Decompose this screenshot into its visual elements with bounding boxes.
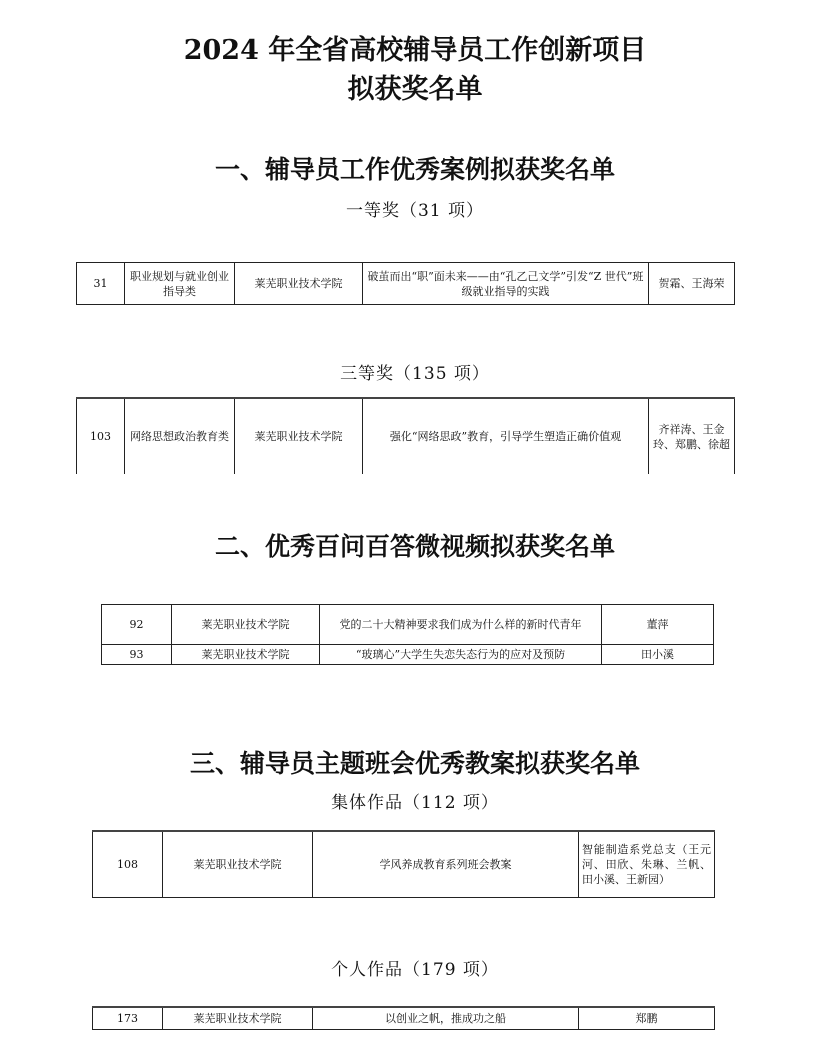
table-row [93, 831, 715, 897]
row-title: “玻璃心”大学生失恋失态行为的应对及预防 [320, 645, 602, 665]
doc-title-line2: 拟获奖名单 [347, 74, 483, 105]
third-prize-table [76, 397, 735, 474]
row-authors: 贺霜、王海荣 [649, 263, 735, 305]
section3-heading: 三、辅导员主题班会优秀教案拟获奖名单 [189, 749, 640, 778]
row-category: 职业规划与就业创业指导类 [125, 263, 235, 305]
row-title: 以创业之帆，推成功之船 [313, 1007, 579, 1029]
row-authors: 齐祥涛、王金玲、郑鹏、徐超 [649, 398, 735, 474]
row-authors: 董萍 [602, 605, 714, 645]
table-row [77, 263, 735, 305]
row-no: 92 [102, 605, 172, 645]
row-no: 173 [93, 1007, 163, 1029]
section2-heading: 二、优秀百问百答微视频拟获奖名单 [214, 532, 615, 561]
row-title: 强化“网络思政”教育，引导学生塑造正确价值观 [363, 398, 649, 474]
individual-label: 个人作品（179 项） [331, 960, 499, 980]
row-school: 莱芜职业技术学院 [172, 645, 320, 665]
row-authors: 郑鹏 [579, 1007, 715, 1029]
row-category: 网络思想政治教育类 [125, 398, 235, 474]
row-authors: 田小溪 [602, 645, 714, 665]
row-no: 31 [77, 263, 125, 305]
row-title: 破茧而出“职”面未来——由“孔乙己文学”引发“Z 世代”班级就业指导的实践 [363, 263, 649, 305]
row-title: 学风养成教育系列班会教案 [313, 831, 579, 897]
video-table [101, 604, 714, 665]
row-no: 108 [93, 831, 163, 897]
table-row [102, 605, 714, 645]
row-authors: 智能制造系党总支（王元河、田欣、朱琳、兰帆、田小溪、王新园） [579, 831, 715, 897]
row-school: 莱芜职业技术学院 [163, 1007, 313, 1029]
collective-label: 集体作品（112 项） [331, 793, 499, 813]
row-school: 莱芜职业技术学院 [235, 263, 363, 305]
individual-table [92, 1006, 715, 1030]
row-title: 党的二十大精神要求我们成为什么样的新时代青年 [320, 605, 602, 645]
table-row [93, 1007, 715, 1029]
row-no: 103 [77, 398, 125, 474]
row-school: 莱芜职业技术学院 [172, 605, 320, 645]
row-school: 莱芜职业技术学院 [163, 831, 313, 897]
row-school: 莱芜职业技术学院 [235, 398, 363, 474]
collective-table [92, 830, 715, 898]
first-prize-label: 一等奖（31 项） [345, 201, 485, 221]
doc-title-line1: 2024 年全省高校辅导员工作创新项目 [183, 35, 647, 66]
row-no: 93 [102, 645, 172, 665]
first-prize-table [76, 262, 735, 305]
table-row [77, 398, 735, 474]
table-row [102, 645, 714, 665]
third-prize-label: 三等奖（135 项） [340, 364, 490, 384]
section1-heading: 一、辅导员工作优秀案例拟获奖名单 [214, 155, 615, 184]
